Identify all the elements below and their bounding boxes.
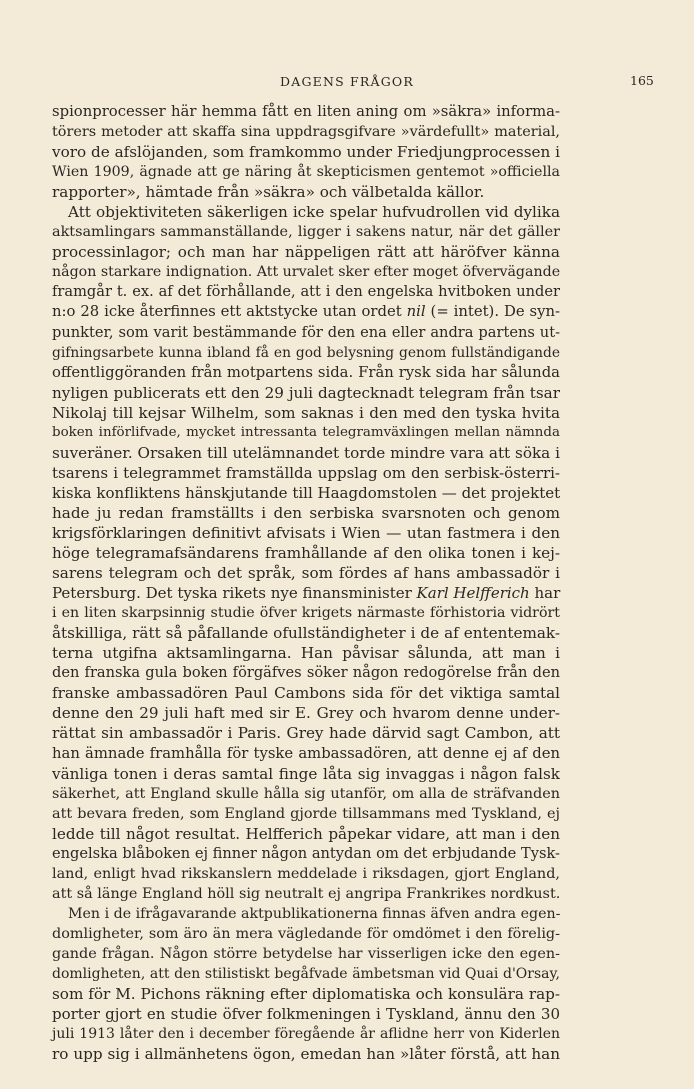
- text-line: porter gjort en studie öfver folkmeningen i Tyskland, ännu den 30: [52, 1005, 560, 1024]
- text-line: boken införlifvade, mycket intressanta telegramväxlingen mellan nämnda: [52, 424, 560, 440]
- text-line: ro upp sig i allmänhetens ögon, emedan han »låter förstå, att han: [52, 1045, 560, 1064]
- text-line: törers metoder att skaffa sina uppdragsgifvare »värdefullt» material,: [52, 124, 560, 141]
- text-line: att bevara freden, som England gjorde tillsammans med Tyskland, ej: [52, 805, 560, 822]
- text-line: offentliggöranden från motpartens sida. Från rysk sida har sålunda: [52, 363, 560, 381]
- text-line: någon starkare indignation. Att urvalet sker efter moget öfvervägande: [52, 264, 561, 281]
- text-line: franske ambassadören Paul Cambons sida för det viktiga samtal: [52, 684, 560, 703]
- text-line: kiska konfliktens hänskjutande till Haagdomstolen — det projektet: [52, 483, 561, 502]
- text-line: domligheter, som äro än mera vägledande för omdömet i den förelig-: [52, 925, 560, 942]
- text-line: gande frågan. Någon större betydelse har visserligen icke den egen-: [52, 945, 560, 962]
- italic-term: nil: [406, 303, 426, 321]
- text-line: aktsamlingars sammanställande, ligger i sakens natur, när det gäller: [52, 224, 560, 241]
- text-line: Nikolaj till kejsar Wilhelm, som saknas i den med den tyska hvita: [52, 403, 560, 422]
- text-line: Men i de ifrågavarande aktpublikationerna finnas äfven andra egen-: [68, 905, 561, 922]
- text-line: säkerhet, att England skulle hålla sig utanför, om alla de sträfvanden: [52, 785, 560, 802]
- body-text: [52, 102, 560, 1064]
- text-line: nyligen publicerats ett den 29 juli dagtecknadt telegram från tsar: [52, 383, 560, 402]
- text-line: Att objektiviteten säkerligen icke spelar hufvudrollen vid dylika: [68, 203, 560, 222]
- text-line: hade ju redan framställts i den serbiska svarsnoten och genom: [52, 503, 560, 522]
- text-line-with-italic: Petersburg. Det tyska rikets nye finansminister Karl Helfferich har: [52, 584, 561, 603]
- text-line: gifningsarbete kunna ibland få en god belysning genom fullständigande: [52, 344, 560, 361]
- text-line: land, enligt hvad rikskanslern meddelade i riksdagen, gjort England,: [52, 865, 560, 882]
- text-line: suveräner. Orsaken till utelämnandet torde mindre vara att söka i: [52, 443, 560, 462]
- text-line: vänliga tonen i deras samtal finge låta sig invaggas i någon falsk: [52, 764, 560, 783]
- text-line: domligheten, att den stilistiskt begåfvade ämbetsman vid Quai d'Orsay,: [52, 966, 560, 983]
- text-line: engelska blåboken ej finner någon antydan om det erbjudande Tysk-: [52, 844, 560, 862]
- text-line: processinlagor; och man har näppeligen rätt att häröfver känna: [52, 243, 560, 262]
- text-line: rättat sin ambassadör i Paris. Grey hade därvid sagt Cambon, att: [52, 724, 560, 743]
- text-line: Wien 1909, ägnade att ge näring åt skepticismen gentemot »officiella: [52, 164, 560, 181]
- text-line: punkter, som varit bestämmande för den ena eller andra partens ut-: [52, 323, 560, 341]
- text-line: han ämnade framhålla för tyske ambassadören, att denne ej af den: [52, 744, 560, 762]
- text-line: denne den 29 juli haft med sir E. Grey och hvarom denne under-: [52, 704, 560, 723]
- text-line: ledde till något resultat. Helfferich påpekar vidare, att man i den: [52, 824, 560, 843]
- text-line: åtskilliga, rätt så påfallande ofullständigheter i de af ententemak-: [52, 624, 560, 643]
- text-line: krigsförklaringen definitivt afvisats i Wien — utan fastmera i den: [52, 523, 560, 542]
- text-line: i en liten skarpsinnig studie öfver krigets närmaste förhistoria vidrört: [52, 605, 560, 622]
- text-line: att så länge England höll sig neutralt ej angripa Frankrikes nordkust.: [52, 885, 561, 902]
- text-line: den franska gula boken förgäfves söker någon redogörelse från den: [52, 664, 560, 682]
- text-line: sarens telegram och det språk, som fördes af hans ambassadör i: [52, 564, 560, 583]
- text-line: framgår t. ex. af det förhållande, att i den engelska hvitboken under: [52, 283, 560, 301]
- text-line: juli 1913 låter den i december föregående år aflidne herr von Kiderlen: [52, 1026, 560, 1043]
- running-title: DAGENS FRÅGOR: [280, 74, 414, 89]
- text-line: terna utgifna aktsamlingarna. Han påvisar sålunda, att man i: [52, 644, 560, 663]
- text-line: tsarens i telegrammet framställda uppslag om den serbisk-österri-: [52, 463, 560, 482]
- text-line: rapporter», hämtade från »säkra» och välbetalda källor.: [52, 183, 485, 202]
- text-line: höge telegramafsändarens framhållande af den olika tonen i kej-: [52, 544, 560, 563]
- text-line: som för M. Pichons räkning efter diplomatiska och konsulära rap-: [52, 985, 560, 1004]
- page-number: 165: [630, 73, 654, 88]
- text-line: voro de afslöjanden, som framkommo under Friedjungprocessen i: [52, 143, 560, 162]
- text-line: spionprocesser här hemma fått en liten aning om »säkra» informa-: [52, 103, 560, 120]
- text-line-with-italic: n:o 28 icke återfinnes ett aktstycke utan ordet nil (= intet). De syn-: [52, 303, 560, 321]
- italic-term: Karl Helfferich: [416, 584, 530, 603]
